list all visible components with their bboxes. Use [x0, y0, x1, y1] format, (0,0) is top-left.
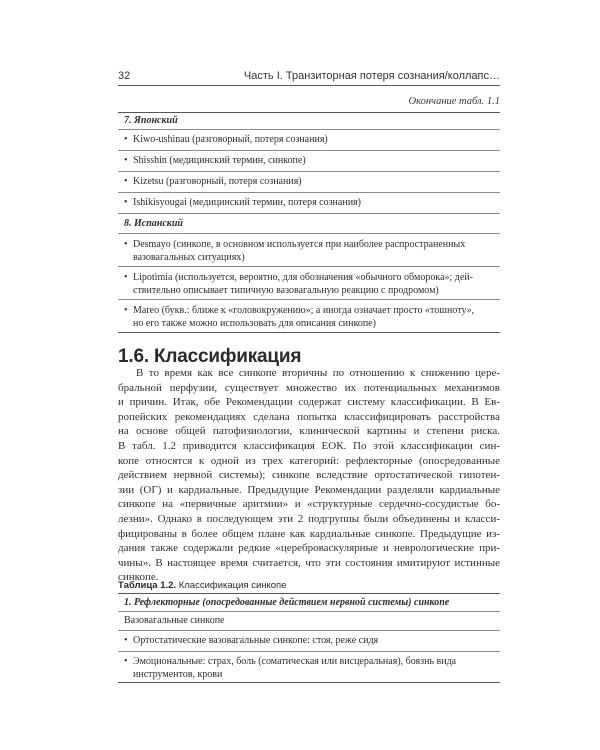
table-row	[118, 233, 500, 266]
row-line: Desmayo (синкопе, в основном используется при наиболее распространенных	[133, 239, 466, 250]
row-line: Mareo (букв.: ближе к «головокружению»; а иногда означает просто «тошноту»,	[133, 305, 475, 316]
bullet: •	[124, 305, 128, 316]
row-line: вазовагальных ситуациях)	[133, 251, 245, 263]
paragraph-line: на основе общей патофизиологии, клинической картины и степени риска.	[118, 425, 500, 438]
category-spanish: 8. Испанский	[124, 218, 183, 229]
paragraph-line: синкопе на «первичные аритмии» и «структурные сердечно-сосудистые бо-	[118, 498, 500, 511]
table-continuation-note: Окончание табл. 1.1	[408, 96, 500, 107]
bullet: •	[124, 155, 128, 166]
row-text	[133, 656, 494, 681]
table-caption-title: Классификация синкопе	[178, 580, 287, 591]
table-1-2	[118, 593, 500, 683]
table-row	[118, 630, 500, 651]
bullet: •	[124, 656, 128, 667]
row-line: инструментов, крови	[133, 668, 223, 680]
row-text: Kizetsu (разговорный, потеря сознания)	[133, 176, 302, 187]
row-text: Ортостатические вазовагальные синкопе: стоя, реже сидя	[133, 635, 379, 646]
table-row	[118, 266, 500, 299]
row-line: Эмоциональные: страх, боль (соматическая или висцеральная), боязнь вида	[133, 656, 457, 667]
paragraph-line: синкопе.	[118, 571, 159, 584]
table-category-row	[118, 593, 500, 611]
header-rule	[118, 85, 500, 86]
table-row	[118, 299, 500, 333]
paragraph-line: и причин. Итак, обе Рекомендации содержат систему классификации. В Ев-	[118, 396, 500, 409]
table-row	[118, 129, 500, 150]
row-line: ствительно описывает типичную вазовагальную реакцию с продромом)	[133, 284, 439, 296]
paragraph-line: лезни». Однако в последующем эти 2 подгруппы были объединены и класси-	[118, 513, 500, 525]
table-category-row	[118, 213, 500, 233]
paragraph-line: В то время как все синкопе вторичны по отношению к снижению цере-	[136, 367, 500, 379]
page-number: 32	[118, 70, 131, 82]
table-row	[118, 611, 500, 630]
table-row	[118, 192, 500, 213]
table-row	[118, 150, 500, 171]
category-reflex: 1. Рефлекторные (опосредованные действием нервной системы) синкопе	[124, 597, 450, 608]
section-heading: 1.6. Классификация	[118, 346, 302, 367]
table-row	[118, 651, 500, 683]
row-text	[133, 272, 494, 297]
row-text: Kiwo-ushinau (разговорный, потеря сознания)	[133, 134, 328, 145]
bullet: •	[124, 272, 128, 283]
row-text: Ishikisyougai (медицинский термин, потеря сознания)	[133, 197, 361, 208]
bullet: •	[124, 635, 128, 646]
bullet: •	[124, 134, 128, 145]
paragraph-line: фицированы в более общем плане как кардиальные синкопе. Предыдущие из-	[118, 527, 500, 540]
paragraph-line: бральной перфузии, существует множество их потенциальных механизмов	[118, 381, 500, 394]
table-caption-label: Таблица 1.2.	[118, 580, 177, 591]
row-line: Lipotimia (используется, вероятно, для обозначения «обычного обморока»; дей-	[133, 272, 474, 283]
paragraph-line: действием нервной системы); синкопе вследствие ортостатической гипотен-	[118, 469, 500, 482]
bullet: •	[124, 197, 128, 208]
row-line: но его также можно использовать для описания синкопе)	[133, 317, 376, 329]
table-caption	[118, 580, 286, 591]
paragraph-line: ропейских рекомендациях сделана попытка классифицировать расстройства	[118, 410, 500, 423]
running-title: Часть I. Транзиторная потеря сознания/коллапс…	[243, 70, 500, 82]
bullet: •	[124, 239, 128, 250]
table-row	[118, 171, 500, 192]
paragraph-line: копе относятся к одной из трех категорий: рефлекторные (опосредованные	[118, 454, 500, 467]
bullet: •	[124, 176, 128, 187]
paragraph-line: В табл. 1.2 приводится классификация ЕОК. По этой классификации син-	[118, 440, 500, 452]
paragraph-line: зии (ОГ) и кардиальные. Предыдущие Рекомендации разделяли кардиальные	[118, 483, 500, 496]
page-header	[118, 68, 500, 86]
row-text	[133, 239, 494, 264]
row-text: Shisshin (медицинский термин, синкопе)	[133, 155, 306, 166]
category-japanese: 7. Японский	[124, 115, 178, 126]
table-category-row	[118, 112, 500, 129]
row-text	[133, 305, 494, 330]
paragraph-line: дания также содержали редкие «цереброваскулярные и неврологические при-	[118, 542, 500, 555]
table-1-1	[118, 112, 500, 333]
paragraph-line: чины». В настоящее время считается, что эти состояния имитируют истинные	[118, 556, 500, 569]
row-text: Вазовагальные синкопе	[124, 615, 225, 626]
